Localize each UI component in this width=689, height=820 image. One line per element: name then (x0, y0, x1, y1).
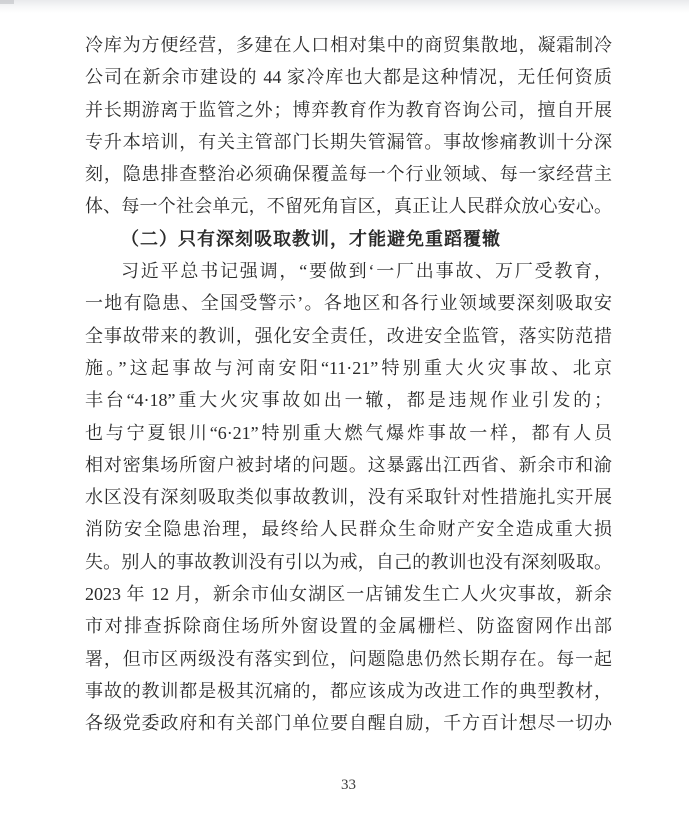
text-line: 并长期游离于监管之外；博弈教育作为教育咨询公司，擅自开展 (85, 99, 612, 120)
page-footer (85, 775, 612, 795)
text-line: 各级党委政府和有关部门单位要自醒自励，千方百计想尽一切办 (85, 713, 612, 734)
text-line: 公司在新余市建设的 44 家冷库也大都是这种情况，无任何资质 (85, 67, 612, 88)
text-line: 刻，隐患排查整治必须确保覆盖每一个行业领域、每一家经营主 (85, 164, 612, 185)
text-line: 冷库为方便经营，多建在人口相对集中的商贸集散地，凝霜制冷 (85, 35, 612, 55)
text-line: 也与宁夏银川“6·21”特别重大燃气爆炸事故一样，都有人员 (85, 422, 612, 443)
text-line: 施。”这起事故与河南安阳“11·21”特别重大火灾事故、北京 (85, 357, 612, 378)
section-heading: （二）只有深刻吸取教训，才能避免重蹈覆辙 (121, 228, 501, 249)
text-line: 2023 年 12 月，新余市仙女湖区一店铺发生亡人火灾事故，新余 (85, 584, 612, 605)
text-line: 体、每一个社会单元，不留死角盲区，真正让人民群众放心安心。 (85, 196, 612, 217)
text-line: 全事故带来的教训，强化安全责任，改进安全监管，落实防范措 (85, 325, 612, 346)
page-number: 33 (341, 777, 356, 793)
text-line: 丰台“4·18”重大火灾事故如出一辙，都是违规作业引发的； (85, 390, 612, 411)
text-line: 习近平总书记强调，“要做到‘一厂出事故、万厂受教育， (121, 261, 612, 282)
text-line: 失。别人的事故教训没有引以为戒，自己的教训也没有深刻吸取。 (85, 551, 612, 572)
text-line: 水区没有深刻吸取类似事故教训，没有采取针对性措施扎实开展 (85, 487, 612, 508)
text-line: 署，但市区两级没有落实到位，问题隐患仍然长期存在。每一起 (85, 648, 612, 669)
text-line: 消防安全隐患治理，最终给人民群众生命财产安全造成重大损 (85, 519, 612, 540)
text-line: 相对密集场所窗户被封堵的问题。这暴露出江西省、新余市和渝 (85, 454, 612, 475)
text-line: 事故的教训都是极其沉痛的，都应该成为改进工作的典型教材， (85, 680, 612, 701)
text-line: 一地有隐患、全国受警示’。各地区和各行业领域要深刻吸取安 (85, 293, 612, 314)
text-line: 市对排查拆除商住场所外窗设置的金属栅栏、防盗窗网作出部 (85, 616, 612, 637)
text-line: 专升本培训，有关主管部门长期失管漏管。事故惨痛教训十分深 (85, 131, 612, 152)
document-text-block (85, 29, 612, 740)
scan-edge-mark (0, 0, 14, 4)
page-top-shadow (0, 0, 689, 13)
